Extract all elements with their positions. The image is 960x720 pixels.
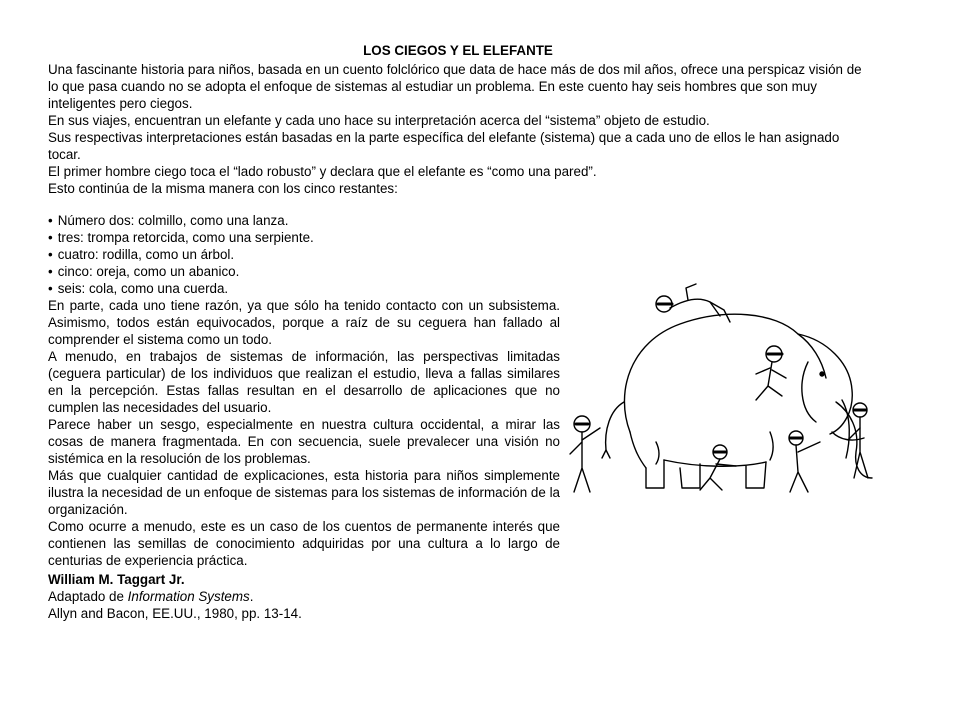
intro-paragraph-2: En sus viajes, encuentran un elefante y cada uno hace su interpretación acerca del “sistema” objeto de estudio. <box>48 113 710 128</box>
list-item: • cinco: oreja, como un abanico. <box>48 263 868 280</box>
body-paragraph-4: Más que cualquier cantidad de explicaciones, esta historia para niños simplemente ilustra la necesidad de un enfoque de sistemas para los sistemas de información de la organización. <box>48 468 560 517</box>
adapted-prefix: Adaptado de <box>48 589 128 604</box>
intro-paragraph-5: Esto continúa de la misma manera con los cinco restantes: <box>48 181 398 196</box>
author-name: William M. Taggart Jr. <box>48 572 185 587</box>
intro-paragraph-4: El primer hombre ciego toca el “lado robusto” y declara que el elefante es “como una pared”. <box>48 164 597 179</box>
body-paragraph-1: En parte, cada uno tiene razón, ya que sólo ha tenido contacto con un subsistema. Asimismo, todos están equivocados, porque a raíz de su ceguera han fallado al comprender el sistema como un todo. <box>48 298 560 347</box>
spacer <box>48 197 868 212</box>
adapted-from <box>48 588 868 605</box>
body-paragraph-5: Como ocurre a menudo, este es un caso de los cuentos de permanente interés que contienen las semillas de conocimiento adquiridas por una cultura a lo largo de centurias de experiencia práctica. <box>48 519 560 568</box>
document-title: LOS CIEGOS Y EL ELEFANTE <box>363 43 553 58</box>
elephant-illustration <box>560 282 880 502</box>
intro-paragraph-3: Sus respectivas interpretaciones están basadas en la parte específica del elefante (sistema) que a cada uno de ellos le han asignado tocar. <box>48 130 840 162</box>
body-column <box>48 297 560 569</box>
list-item: • cuatro: rodilla, como un árbol. <box>48 246 868 263</box>
body-paragraph-2: A menudo, en trabajos de sistemas de información, las perspectivas limitadas (ceguera particular) de los individuos que realizan el estudio, lleva a fallas similares en la percepción. Estas fallas resultan en el desarrollo de aplicaciones que no cumplen las necesidades del usuario. <box>48 349 560 415</box>
list-item: • tres: trompa retorcida, como una serpiente. <box>48 229 868 246</box>
body-paragraph-3: Parece haber un sesgo, especialmente en nuestra cultura occidental, a mirar las cosas de manera fragmentada. En con secuencia, suele prevalecer una visión no sistémica en la resolución de los problemas. <box>48 417 560 466</box>
publisher-line: Allyn and Bacon, EE.UU., 1980, pp. 13-14. <box>48 606 302 621</box>
intro-paragraph-1: Una fascinante historia para niños, basada en un cuento folclórico que data de hace más de dos mil años, ofrece una perspicaz visión de lo que pasa cuando no se adopta el enfoque de sistemas al estudiar un problema. En este cuento hay seis hombres que son muy inteligentes pero ciegos. <box>48 62 862 111</box>
list-item: • Número dos: colmillo, como una lanza. <box>48 212 868 229</box>
list-item: • seis: cola, como una cuerda. <box>48 280 868 297</box>
adapted-suffix: . <box>249 589 254 604</box>
adapted-work-title: Information Systems <box>127 589 250 604</box>
